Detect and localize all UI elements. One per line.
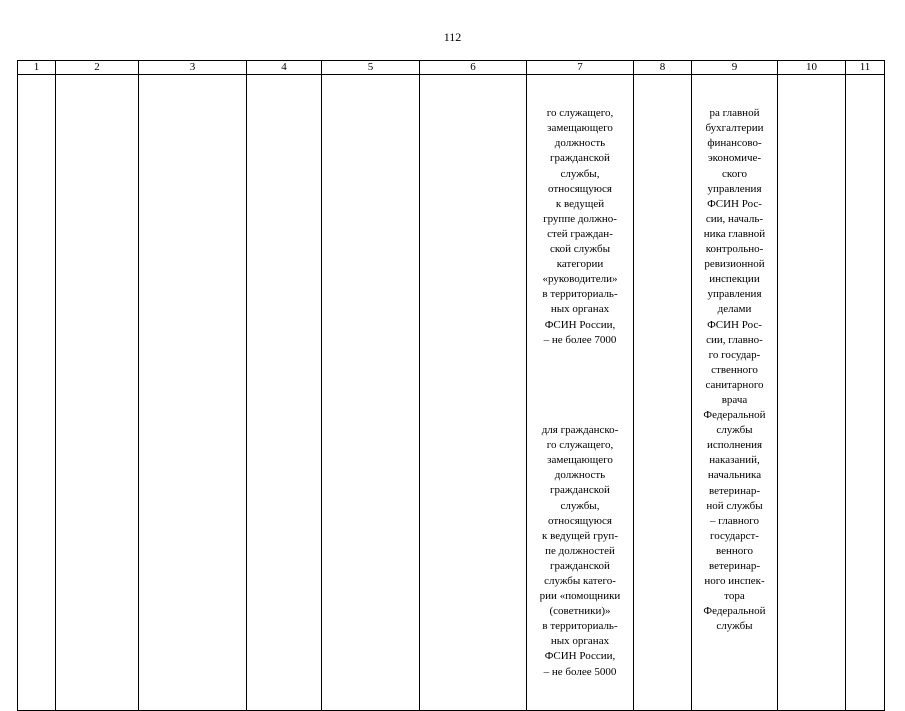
column-header-2: 2 (56, 61, 139, 75)
column-header-4: 4 (247, 61, 322, 75)
col7-text (527, 75, 633, 710)
col7-paragraph-1: го служащего, замещающего должность гражданской службы, относящуюся к ведущей группе должно- стей граждан- ской службы категории «руководители» в территориаль- ных органах ФСИН России, – не более 7000 (542, 107, 618, 346)
header-row (18, 61, 885, 75)
cell-col-8 (634, 75, 692, 711)
paragraph-gap (527, 378, 633, 393)
cell-col-7 (527, 75, 634, 711)
cell-col-11 (846, 75, 885, 711)
cell-col-9 (692, 75, 778, 711)
column-header-3: 3 (139, 61, 247, 75)
col7-paragraph-2: для гражданско- го служащего, замещающего должность гражданской службы, относящуюся к ведущей груп- пе должностей гражданской службы катего- рии «помощники (советники)» в территориаль- ных органах ФСИН России, – не более 5000 (539, 424, 621, 678)
cell-col-6 (420, 75, 527, 711)
column-header-5: 5 (322, 61, 420, 75)
column-header-11: 11 (846, 61, 885, 75)
column-header-1: 1 (18, 61, 56, 75)
cell-col-2 (56, 75, 139, 711)
document-table (17, 60, 885, 711)
cell-col-4 (247, 75, 322, 711)
cell-col-10 (778, 75, 846, 711)
col9-text (692, 75, 777, 665)
table-row (18, 75, 885, 711)
cell-col-3 (139, 75, 247, 711)
column-header-8: 8 (634, 61, 692, 75)
page-number: 112 (443, 30, 462, 44)
column-header-6: 6 (420, 61, 527, 75)
column-header-7: 7 (527, 61, 634, 75)
column-header-10: 10 (778, 61, 846, 75)
col9-paragraph: ра главной бухгалтерии финансово- экономиче- ского управления ФСИН Рос- сии, началь- ника главной контрольно- ревизионной инспекции управления делами ФСИН Рос- сии, главно- го государ- ственного санитарного врача Федеральной службы исполнения наказаний, начальника ветеринар- ной службы – главного государст- венного ветеринар- ного инспек- тора Федеральной службы (703, 107, 766, 633)
cell-col-5 (322, 75, 420, 711)
cell-col-1 (18, 75, 56, 711)
column-header-9: 9 (692, 61, 778, 75)
